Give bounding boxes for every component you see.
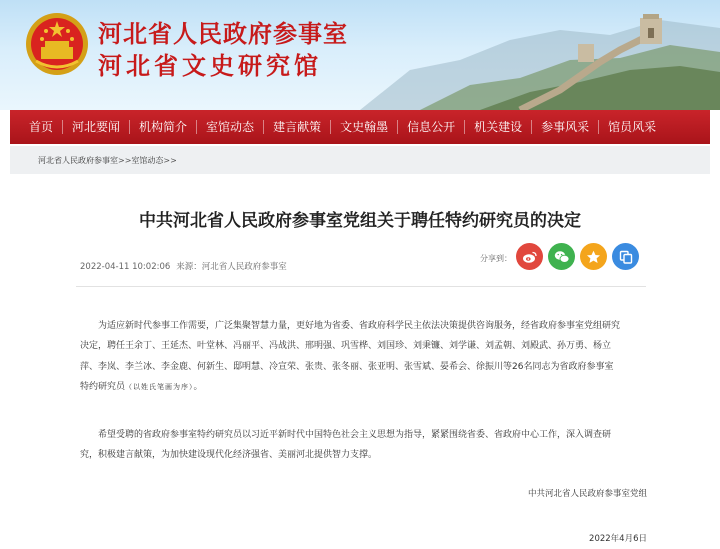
- article-signature: 中共河北省人民政府参事室党组: [527, 489, 647, 499]
- article-date: 2022年4月6日: [589, 534, 647, 544]
- article-paragraph-1: [80, 316, 648, 397]
- paragraph-line: 究，积极建言献策，为加快建设现代化经济强省、美丽河北提供智力支撑。: [80, 450, 378, 461]
- nav-news[interactable]: 室馆动态: [206, 120, 255, 134]
- site-subtitle: 河北省文史研究馆: [98, 52, 322, 80]
- article-meta: [80, 260, 287, 272]
- main-nav: [10, 110, 710, 144]
- paragraph-line: 希望受聘的省政府参事室特约研究员以习近平新时代中国特色社会主义思想为指导，紧紧围绕省委、省政府中心工作，深入调查研: [98, 430, 612, 440]
- paragraph-line: [80, 377, 648, 397]
- paragraph-text: 。: [193, 381, 203, 392]
- nav-advice[interactable]: 建言献策: [273, 120, 322, 134]
- share-label: 分享到：: [480, 254, 512, 263]
- ordering-note: （以姓氏笔画为序）: [125, 382, 194, 391]
- share-wechat-button[interactable]: [548, 243, 575, 270]
- article-datetime: 2022-04-11 10:02:06: [80, 262, 171, 272]
- copy-link-icon: [619, 250, 633, 264]
- share-qzone-button[interactable]: [580, 243, 607, 270]
- breadcrumb-separator: >>: [118, 155, 132, 165]
- breadcrumb-section[interactable]: 室馆动态: [131, 155, 164, 165]
- weibo-icon: [522, 250, 538, 264]
- nav-counselors[interactable]: 参事风采: [541, 120, 590, 134]
- paragraph-text: 特约研究员: [80, 381, 126, 392]
- nav-home[interactable]: 首页: [29, 120, 54, 134]
- source-label: 来源：: [176, 262, 202, 272]
- nav-culture[interactable]: 文史翰墨: [340, 120, 389, 134]
- paragraph-line: 为适应新时代参事工作需要，广泛集聚智慧力量，更好地为省委、省政府科学民主依法决策提供咨询服务，经省政府参事室党组研究: [98, 321, 621, 331]
- nav-organization[interactable]: 机关建设: [474, 120, 523, 134]
- paragraph-line: 萍、李岚、李兰冰、李金鹿、何新生、邸明慧、冷宣荣、张贵、张冬丽、张亚明、张雪斌、晏希会、徐振川等26名同志为省政府参事室: [80, 361, 614, 372]
- share-copy-link-button[interactable]: [612, 243, 639, 270]
- nav-about[interactable]: 机构简介: [139, 120, 188, 134]
- breadcrumb: [10, 146, 710, 174]
- site-header: [0, 0, 720, 110]
- article-title: 中共河北省人民政府参事室党组关于聘任特约研究员的决定: [139, 211, 581, 231]
- breadcrumb-separator: >>: [163, 155, 177, 165]
- article-source: 河北省人民政府参事室: [201, 262, 287, 272]
- paragraph-line: 决定，聘任王余丁、王延杰、叶堂林、冯丽平、冯战洪、邢明强、巩雪桦、刘国珍、刘秉镰、刘学谦、刘孟朝、刘殿武、孙万勇、杨立: [80, 341, 612, 352]
- nav-librarians[interactable]: 馆员风采: [608, 120, 657, 134]
- site-title: 河北省人民政府参事室: [98, 20, 348, 48]
- nav-hebei-news[interactable]: 河北要闻: [72, 120, 121, 134]
- wechat-icon: [554, 250, 570, 264]
- article-paragraph-2: [80, 425, 648, 466]
- breadcrumb-home[interactable]: 河北省人民政府参事室: [38, 155, 118, 165]
- share-weibo-button[interactable]: [516, 243, 543, 270]
- qzone-icon: [586, 250, 601, 264]
- national-emblem-icon: [24, 11, 90, 77]
- nav-disclosure[interactable]: 信息公开: [407, 120, 456, 134]
- meta-divider: [76, 286, 646, 287]
